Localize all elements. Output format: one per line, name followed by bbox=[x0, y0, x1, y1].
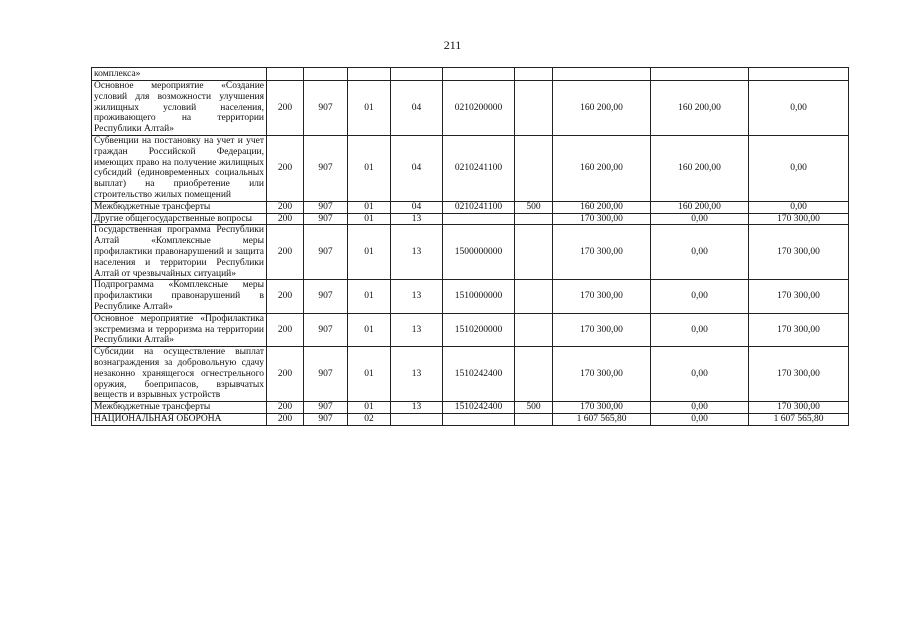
cell-code: 1510200000 bbox=[443, 313, 515, 346]
row-name: Подпрограмма «Комплексные меры профилактики правонарушений в Республике Алтай» bbox=[92, 280, 267, 313]
table-row bbox=[92, 135, 849, 201]
cell-code bbox=[443, 413, 515, 425]
cell-code: 02 bbox=[348, 413, 391, 425]
cell-code: 200 bbox=[267, 413, 304, 425]
cell-code: 200 bbox=[267, 402, 304, 414]
cell-code: 01 bbox=[348, 213, 391, 225]
cell-code: 01 bbox=[348, 313, 391, 346]
cell-code bbox=[515, 413, 553, 425]
table-row bbox=[92, 313, 849, 346]
cell-code: 200 bbox=[267, 135, 304, 201]
cell-code bbox=[443, 213, 515, 225]
cell-amount: 160 200,00 bbox=[651, 135, 749, 201]
cell-amount: 160 200,00 bbox=[651, 201, 749, 213]
cell-code: 907 bbox=[304, 225, 348, 280]
cell-code: 907 bbox=[304, 402, 348, 414]
cell-code bbox=[391, 68, 443, 81]
cell-code bbox=[515, 135, 553, 201]
cell-code: 01 bbox=[348, 280, 391, 313]
table-row bbox=[92, 213, 849, 225]
row-name: Основное мероприятие «Профилактика экстремизма и терроризма на территории Республики Алтай» bbox=[92, 313, 267, 346]
row-name: Субсидии на осуществление выплат вознаграждения за добровольную сдачу незаконно хранящегося огнестрельного оружия, боеприпасов, взрывчатых веществ и взрывных устройств bbox=[92, 347, 267, 402]
row-name: Межбюджетные трансферты bbox=[92, 402, 267, 414]
table-row bbox=[92, 201, 849, 213]
cell-amount: 0,00 bbox=[749, 81, 849, 136]
cell-code: 13 bbox=[391, 313, 443, 346]
cell-amount: 0,00 bbox=[749, 135, 849, 201]
cell-code: 04 bbox=[391, 135, 443, 201]
cell-amount: 160 200,00 bbox=[553, 135, 651, 201]
cell-code bbox=[515, 213, 553, 225]
cell-code: 13 bbox=[391, 402, 443, 414]
cell-code: 200 bbox=[267, 213, 304, 225]
cell-code: 1510242400 bbox=[443, 347, 515, 402]
cell-code bbox=[515, 81, 553, 136]
row-name: комплекса» bbox=[92, 68, 267, 81]
row-name: Межбюджетные трансферты bbox=[92, 201, 267, 213]
cell-amount bbox=[749, 68, 849, 81]
cell-code: 01 bbox=[348, 135, 391, 201]
cell-code: 200 bbox=[267, 225, 304, 280]
cell-amount: 0,00 bbox=[651, 213, 749, 225]
budget-table bbox=[91, 67, 849, 426]
cell-code: 200 bbox=[267, 280, 304, 313]
cell-amount: 170 300,00 bbox=[749, 313, 849, 346]
table-row bbox=[92, 68, 849, 81]
cell-amount: 170 300,00 bbox=[749, 402, 849, 414]
cell-amount: 160 200,00 bbox=[553, 81, 651, 136]
table-row bbox=[92, 347, 849, 402]
cell-amount bbox=[553, 68, 651, 81]
cell-code bbox=[515, 280, 553, 313]
table-row bbox=[92, 280, 849, 313]
cell-amount: 1 607 565,80 bbox=[749, 413, 849, 425]
cell-code bbox=[515, 313, 553, 346]
cell-code: 1510242400 bbox=[443, 402, 515, 414]
cell-code bbox=[348, 68, 391, 81]
cell-code bbox=[515, 347, 553, 402]
cell-code: 907 bbox=[304, 280, 348, 313]
cell-code: 0210200000 bbox=[443, 81, 515, 136]
cell-code: 907 bbox=[304, 201, 348, 213]
cell-code: 1510000000 bbox=[443, 280, 515, 313]
cell-amount: 170 300,00 bbox=[749, 225, 849, 280]
row-name: Государственная программа Республики Алтай «Комплексные меры профилактики правонарушений и защита населения и территории Республики Алтай от чрезвычайных ситуаций» bbox=[92, 225, 267, 280]
cell-amount: 170 300,00 bbox=[553, 213, 651, 225]
cell-amount: 170 300,00 bbox=[553, 402, 651, 414]
cell-amount: 170 300,00 bbox=[749, 347, 849, 402]
cell-code: 500 bbox=[515, 402, 553, 414]
cell-code: 1500000000 bbox=[443, 225, 515, 280]
cell-code: 907 bbox=[304, 413, 348, 425]
cell-amount: 170 300,00 bbox=[553, 313, 651, 346]
cell-code: 01 bbox=[348, 81, 391, 136]
cell-code: 0210241100 bbox=[443, 201, 515, 213]
cell-code: 01 bbox=[348, 402, 391, 414]
cell-amount: 160 200,00 bbox=[651, 81, 749, 136]
cell-code bbox=[443, 68, 515, 81]
cell-amount: 170 300,00 bbox=[553, 347, 651, 402]
cell-code: 200 bbox=[267, 81, 304, 136]
cell-code bbox=[515, 68, 553, 81]
cell-amount: 170 300,00 bbox=[749, 280, 849, 313]
row-name: Субвенции на постановку на учет и учет граждан Российской Федерации, имеющих право на получение жилищных субсидий (единовременных социальных выплат) на приобретение или строительство жилых помещений bbox=[92, 135, 267, 201]
cell-code bbox=[391, 413, 443, 425]
cell-code: 500 bbox=[515, 201, 553, 213]
cell-code bbox=[267, 68, 304, 81]
cell-code: 907 bbox=[304, 81, 348, 136]
row-name: Основное мероприятие «Создание условий для возможности улучшения жилищных условий населения, проживающего на территории Республики Алтай» bbox=[92, 81, 267, 136]
cell-code: 01 bbox=[348, 347, 391, 402]
cell-amount: 1 607 565,80 bbox=[553, 413, 651, 425]
cell-amount bbox=[651, 68, 749, 81]
cell-code: 13 bbox=[391, 213, 443, 225]
table-row bbox=[92, 81, 849, 136]
cell-code bbox=[304, 68, 348, 81]
cell-code: 13 bbox=[391, 347, 443, 402]
cell-amount: 170 300,00 bbox=[553, 225, 651, 280]
cell-code: 200 bbox=[267, 201, 304, 213]
row-name: Другие общегосударственные вопросы bbox=[92, 213, 267, 225]
page-number: 211 bbox=[443, 38, 462, 52]
cell-amount: 0,00 bbox=[749, 201, 849, 213]
cell-amount: 0,00 bbox=[651, 347, 749, 402]
cell-code: 200 bbox=[267, 313, 304, 346]
cell-amount: 0,00 bbox=[651, 313, 749, 346]
cell-code: 13 bbox=[391, 225, 443, 280]
cell-code: 04 bbox=[391, 81, 443, 136]
cell-code: 0210241100 bbox=[443, 135, 515, 201]
cell-code: 01 bbox=[348, 225, 391, 280]
cell-amount: 0,00 bbox=[651, 225, 749, 280]
cell-code: 200 bbox=[267, 347, 304, 402]
row-name: НАЦИОНАЛЬНАЯ ОБОРОНА bbox=[92, 413, 267, 425]
cell-code bbox=[515, 225, 553, 280]
cell-code: 907 bbox=[304, 347, 348, 402]
cell-amount: 170 300,00 bbox=[749, 213, 849, 225]
table-row bbox=[92, 402, 849, 414]
cell-amount: 170 300,00 bbox=[553, 280, 651, 313]
table-row bbox=[92, 225, 849, 280]
cell-amount: 0,00 bbox=[651, 402, 749, 414]
cell-amount: 0,00 bbox=[651, 280, 749, 313]
cell-code: 01 bbox=[348, 201, 391, 213]
cell-amount: 0,00 bbox=[651, 413, 749, 425]
cell-code: 907 bbox=[304, 213, 348, 225]
table-row bbox=[92, 413, 849, 425]
cell-amount: 160 200,00 bbox=[553, 201, 651, 213]
cell-code: 907 bbox=[304, 135, 348, 201]
cell-code: 13 bbox=[391, 280, 443, 313]
cell-code: 04 bbox=[391, 201, 443, 213]
cell-code: 907 bbox=[304, 313, 348, 346]
